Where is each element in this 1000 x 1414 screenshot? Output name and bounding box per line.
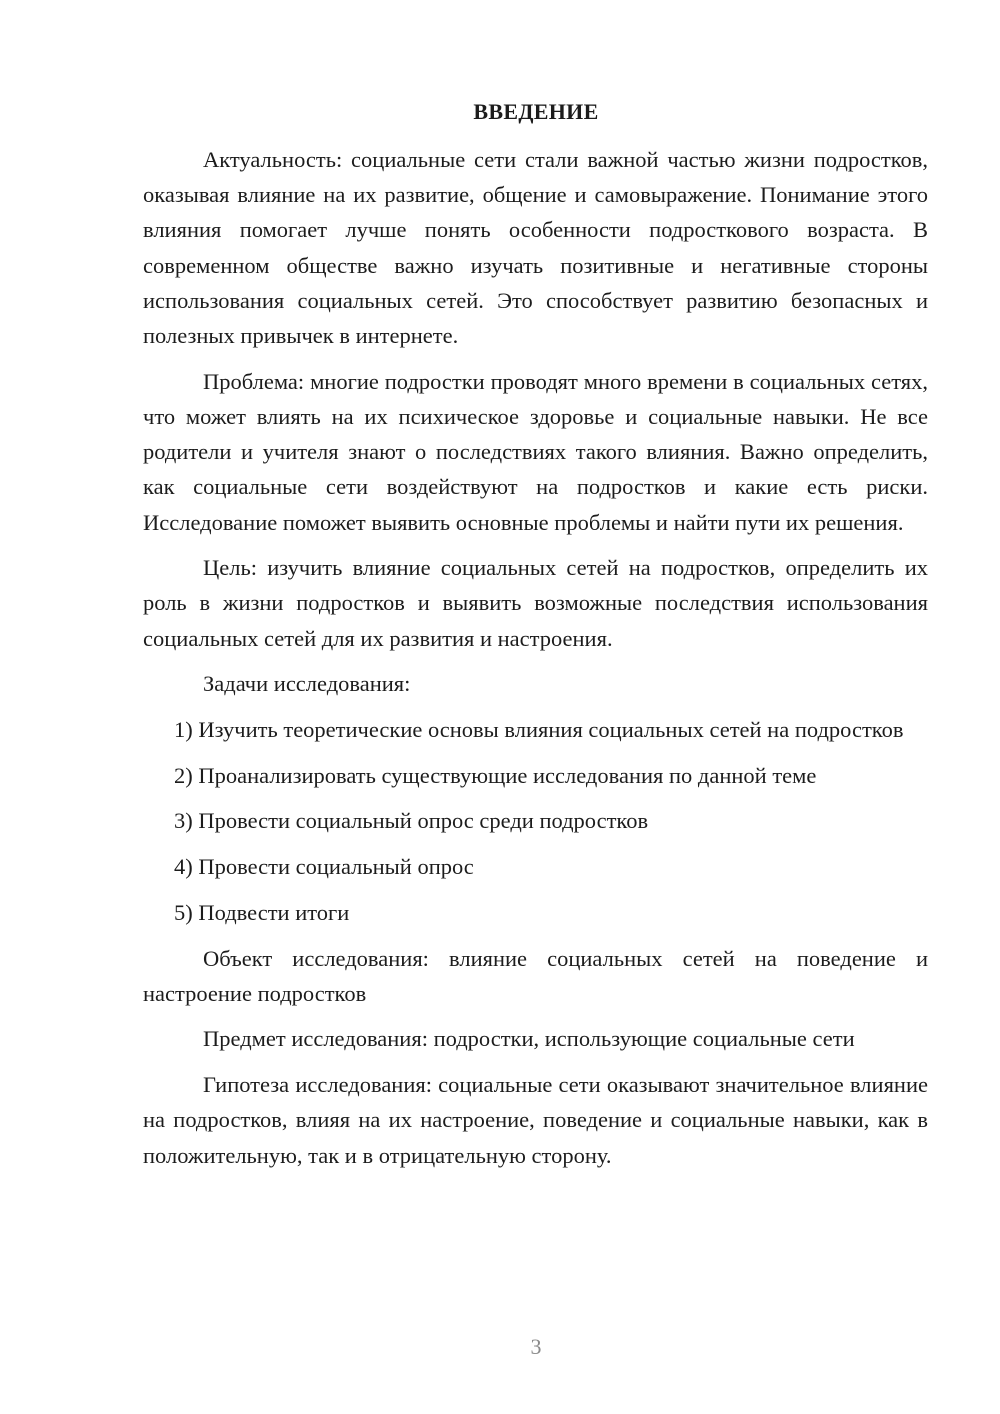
page-number: 3	[530, 1334, 542, 1359]
paragraph-object: Объект исследования: влияние социальных сетей на поведение и настроение подростков	[143, 945, 928, 1006]
paragraph-goal: Цель: изучить влияние социальных сетей на подростков, определить их роль в жизни подростков и выявить возможные последствия использования социальных сетей для их развития и настроения.	[143, 555, 928, 651]
task-item-3: 3) Провести социальный опрос среди подростков	[174, 808, 649, 834]
tasks-list	[143, 712, 928, 930]
task-item-1: 1) Изучить теоретические основы влияния социальных сетей на подростков	[174, 717, 904, 743]
task-item-4: 4) Провести социальный опрос	[174, 854, 474, 880]
tasks-heading: Задачи исследования:	[203, 671, 411, 697]
paragraph-problem: Проблема: многие подростки проводят много времени в социальных сетях, что может влиять на их психическое здоровье и социальные навыки. Не все родители и учителя знают о последствиях такого влияния. Важно определить, как социальные сети воздействуют на подростков и какие есть риски. Исследование поможет выявить основные проблемы и найти пути их решения.	[143, 368, 928, 535]
paragraph-hypothesis: Гипотеза исследования: социальные сети оказывают значительное влияние на подростков, влияя на их настроение, поведение и социальные навыки, как в положительную, так и в отрицательную сторону.	[143, 1072, 928, 1168]
page-title: ВВЕДЕНИЕ	[473, 99, 599, 124]
task-item-2: 2) Проанализировать существующие исследования по данной теме	[174, 762, 817, 788]
document-body	[143, 142, 928, 1183]
paragraph-subject: Предмет исследования: подростки, использующие социальные сети	[203, 1026, 855, 1052]
task-item-5: 5) Подвести итоги	[174, 899, 350, 925]
paragraph-relevance: Актуальность: социальные сети стали важной частью жизни подростков, оказывая влияние на их развитие, общение и самовыражение. Понимание этого влияния помогает лучше понять особенности подросткового возраста. В современном обществе важно изучать позитивные и негативные стороны использования социальных сетей. Это способствует развитию безопасных и полезных привычек в интернете.	[143, 147, 928, 349]
